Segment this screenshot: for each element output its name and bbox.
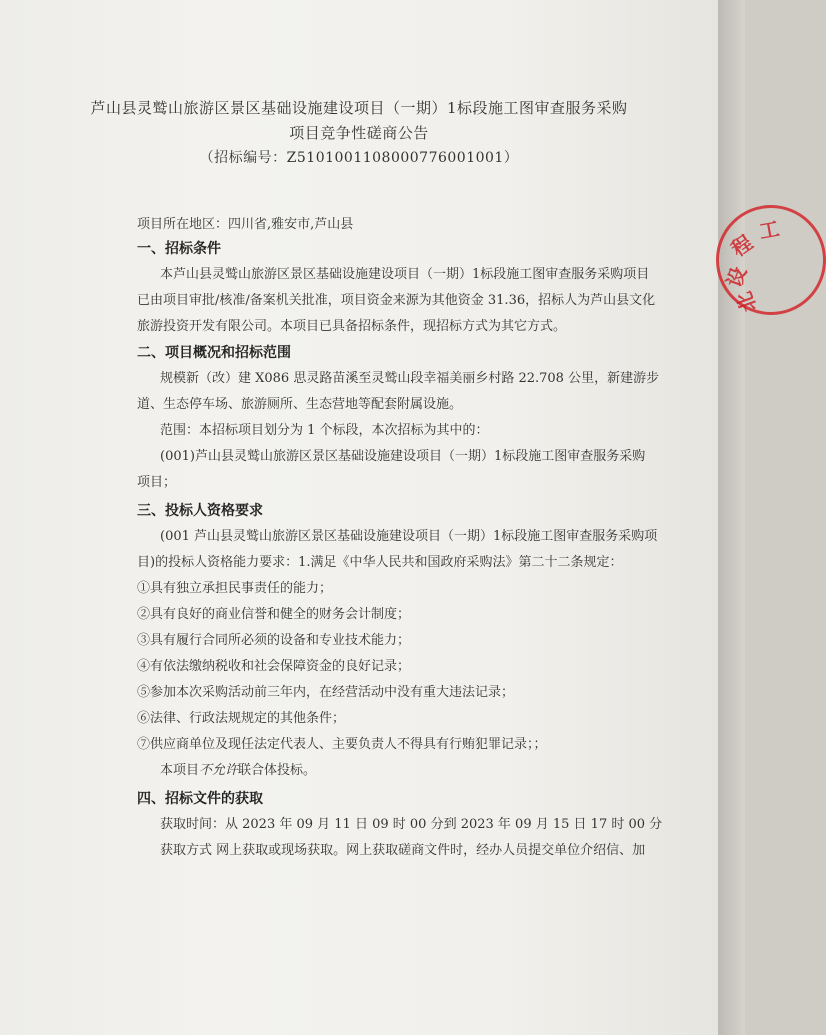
qualification-item: ⑤参加本次采购活动前三年内，在经营活动中没有重大违法记录； xyxy=(137,685,515,700)
qualification-item: ⑥法律、行政法规规定的其他条件； xyxy=(137,711,346,726)
section2-line: 道、生态停车场、旅游厕所、生态营地等配套附属设施。 xyxy=(137,397,463,412)
section2-heading: 二、项目概况和招标范围 xyxy=(137,345,291,361)
section1-line: 本芦山县灵鹫山旅游区景区基础设施建设项目（一期）1标段施工图审查服务采购项目 xyxy=(160,267,650,282)
seal-char: 设 xyxy=(721,263,752,291)
section2-line: 规模新（改）建 X086 思灵路苗溪至灵鹫山段幸福美丽乡村路 22.708 公里，新建游步 xyxy=(160,371,660,386)
section3-line: 目)的投标人资格能力要求：1.满足《中华人民共和国政府采购法》第二十二条规定： xyxy=(137,555,623,570)
seal-char: 程 xyxy=(726,230,757,262)
red-seal-stamp xyxy=(716,205,826,315)
doc-title-line1: 芦山县灵鹫山旅游区景区基础设施建设项目（一期）1标段施工图审查服务采购 xyxy=(90,99,628,117)
acquisition-method: 获取方式 网上获取或现场获取。网上获取磋商文件时，经办人员提交单位介绍信、加 xyxy=(160,843,646,858)
qualification-item: ④有依法缴纳税收和社会保障资金的良好记录； xyxy=(137,659,411,674)
section2-line: 范围：本招标项目划分为 1 个标段，本次招标为其中的： xyxy=(160,423,489,438)
section2-line: 项目； xyxy=(137,475,177,490)
section4-heading: 四、招标文件的获取 xyxy=(137,791,263,807)
consortium-statement xyxy=(160,762,640,780)
section2-line: (001)芦山县灵鹫山旅游区景区基础设施建设项目（一期）1标段施工图审查服务采购 xyxy=(160,449,646,464)
section3-line: (001 芦山县灵鹫山旅游区景区基础设施建设项目（一期）1标段施工图审查服务采购项 xyxy=(160,529,658,544)
consortium-prefix: 本项目 xyxy=(160,763,200,778)
page-edge xyxy=(718,0,745,1035)
doc-title-line2: 项目竞争性磋商公告 xyxy=(289,124,429,142)
section1-heading: 一、招标条件 xyxy=(137,241,221,257)
qualification-item: ③具有履行合同所必须的设备和专业技术能力； xyxy=(137,633,411,648)
qualification-item: ①具有独立承担民事责任的能力； xyxy=(137,581,333,596)
consortium-suffix: 联合体投标。 xyxy=(238,763,317,778)
bid-number: （招标编号：Z5101001108000776001001） xyxy=(199,150,519,166)
seal-char: 工 xyxy=(757,216,782,244)
section1-line: 旅游投资开发有限公司。本项目已具备招标条件，现招标方式为其它方式。 xyxy=(137,319,567,334)
section1-line: 已由项目审批/核准/备案机关批准，项目资金来源为其他资金 31.36，招标人为芦山县文化 xyxy=(137,293,656,308)
project-location: 项目所在地区：四川省,雅安市,芦山县 xyxy=(137,217,354,232)
section3-heading: 三、投标人资格要求 xyxy=(137,503,263,519)
consortium-not-allowed: 不允许 xyxy=(199,763,239,778)
qualification-item: ⑦供应商单位及现任法定代表人、主要负责人不得具有行贿犯罪记录；； xyxy=(137,737,547,752)
seal-char: 北 xyxy=(731,288,762,316)
acquisition-time: 获取时间：从 2023 年 09 月 11 日 09 时 00 分到 2023 年 09 月 15 日 17 时 00 分 xyxy=(160,817,663,832)
qualification-item: ②具有良好的商业信誉和健全的财务会计制度； xyxy=(137,607,411,622)
